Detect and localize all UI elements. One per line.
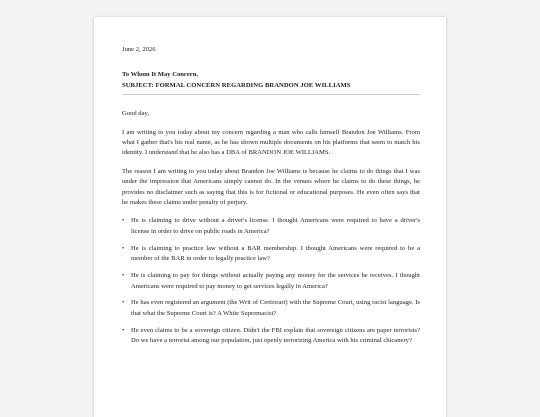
claim-item	[122, 326, 420, 347]
letter-date: June 2, 2026	[122, 46, 156, 53]
claim-text: He is claiming to pay for things without actually paying any money for the services he receives. I thought Americans were required to pay money to get services legally in America?	[131, 272, 420, 290]
letter-addressee: To Whom It May Concern,	[122, 71, 199, 79]
claim-item	[122, 298, 420, 319]
letter-body	[122, 45, 420, 353]
paragraph-reason: The reason I am writing to you today about Brandon Joe Williams is because he claims to do things that I was under the impression that Americans simply cannot do. In the venues where he claims to do these things, he provides no disclaimer such as saying that this is for fictional or educational purposes. He even often says that he makes these claims under penalty of perjury.	[122, 167, 420, 207]
claim-text: He is claiming to practice law without a BAR membership. I thought Americans were required to be a member of the BAR in order to legally practice law?	[131, 244, 420, 263]
claim-item	[122, 216, 420, 237]
claim-text: He has even registered an argument (the Writ of Certiorari) with the Supreme Court, using racist language. Is that what the Supreme Court is? A White Supremacist?	[131, 299, 420, 317]
claim-text: He is claiming to drive without a driver's license. I thought Americans were required to have a driver's license in order to drive on public roads in America?	[131, 217, 420, 235]
claim-item	[122, 244, 420, 265]
bullet-icon: •	[122, 272, 125, 280]
bullet-icon: •	[122, 217, 125, 225]
claim-text: He even claims to be a sovereign citizen. Didn't the FBI explain that sovereign citizens are paper terrorists? Do we have a terrorist among our population, just openly terrorizing America with his criminal chicanery?	[131, 326, 420, 345]
bullet-icon: •	[122, 299, 125, 307]
bullet-icon: •	[122, 326, 125, 334]
letter-greeting: Good day,	[122, 110, 150, 118]
claims-list	[122, 216, 420, 346]
document-page	[94, 17, 446, 417]
paragraph-introduction: I am writing to you today about my concern regarding a man who calls himself Brandon Joe Williams. From what I gather that's his real name, as he has shown multiple documents on his platforms that seem to match his identity. I understand that he also has a DBA of BRANDON JOE WILLIAMS.	[122, 128, 420, 157]
claim-item	[122, 271, 420, 292]
bullet-icon: •	[122, 244, 125, 252]
letter-subject: SUBJECT: FORMAL CONCERN REGARDING BRANDON JOE WILLIAMS	[122, 81, 420, 95]
